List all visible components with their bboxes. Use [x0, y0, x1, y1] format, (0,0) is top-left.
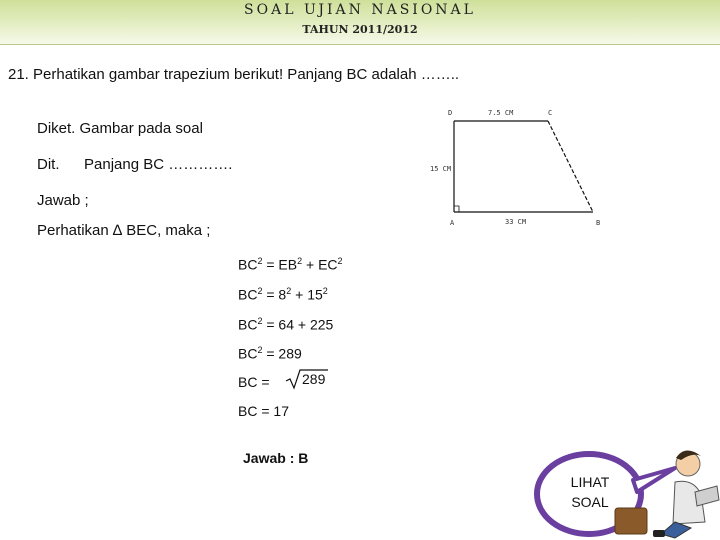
header-banner [0, 0, 720, 45]
left-length: 15 CM [430, 165, 452, 173]
sqrt-value: 289 [302, 371, 326, 387]
trapezium-diagram [428, 104, 613, 230]
book-icon [695, 486, 719, 506]
sqrt-line-prefix: BC = [238, 374, 270, 390]
final-line: BC = 17 [238, 403, 289, 419]
header-title: SOAL UJIAN NASIONAL [244, 2, 476, 18]
student-legs [661, 522, 691, 538]
answer-text: Jawab : B [243, 450, 309, 466]
label-c: C [548, 109, 553, 117]
label-a: A [450, 219, 455, 227]
label-b: B [596, 219, 601, 227]
perhatikan-text: Perhatikan ∆ BEC, maka ; [37, 222, 211, 239]
dit-value: Panjang BC …………. [84, 156, 233, 173]
calc-step-2: $BC^2 = 8^2 + 15^2$ [238, 286, 328, 303]
calc-step-1: $BC^2 = EB^2 + EC^2$ [238, 256, 343, 273]
calc-step-4: $BC^2 = 289$ [238, 345, 302, 362]
right-angle-mark [454, 206, 459, 212]
header-year: TAHUN 2011/2012 [302, 23, 418, 36]
bottom-length: 33 CM [505, 218, 527, 226]
jawab-text: Jawab ; [37, 192, 89, 209]
sqrt-symbol [284, 368, 330, 390]
diket-text: Diket. Gambar pada soal [37, 120, 203, 137]
lihat-soal-button[interactable] [537, 452, 643, 532]
label-d: D [448, 109, 453, 117]
shoe-icon [653, 530, 665, 537]
question-text: 21. Perhatikan gambar trapezium berikut! Panjang BC adalah …….. [8, 66, 460, 83]
dit-label: Dit. [37, 156, 60, 173]
lihat-soal-label: LIHAT SOAL [570, 474, 610, 510]
side-bc [548, 121, 593, 212]
calc-step-3: $BC^2 = 64 + 225$ [238, 316, 334, 333]
top-length: 7.5 CM [488, 109, 514, 117]
